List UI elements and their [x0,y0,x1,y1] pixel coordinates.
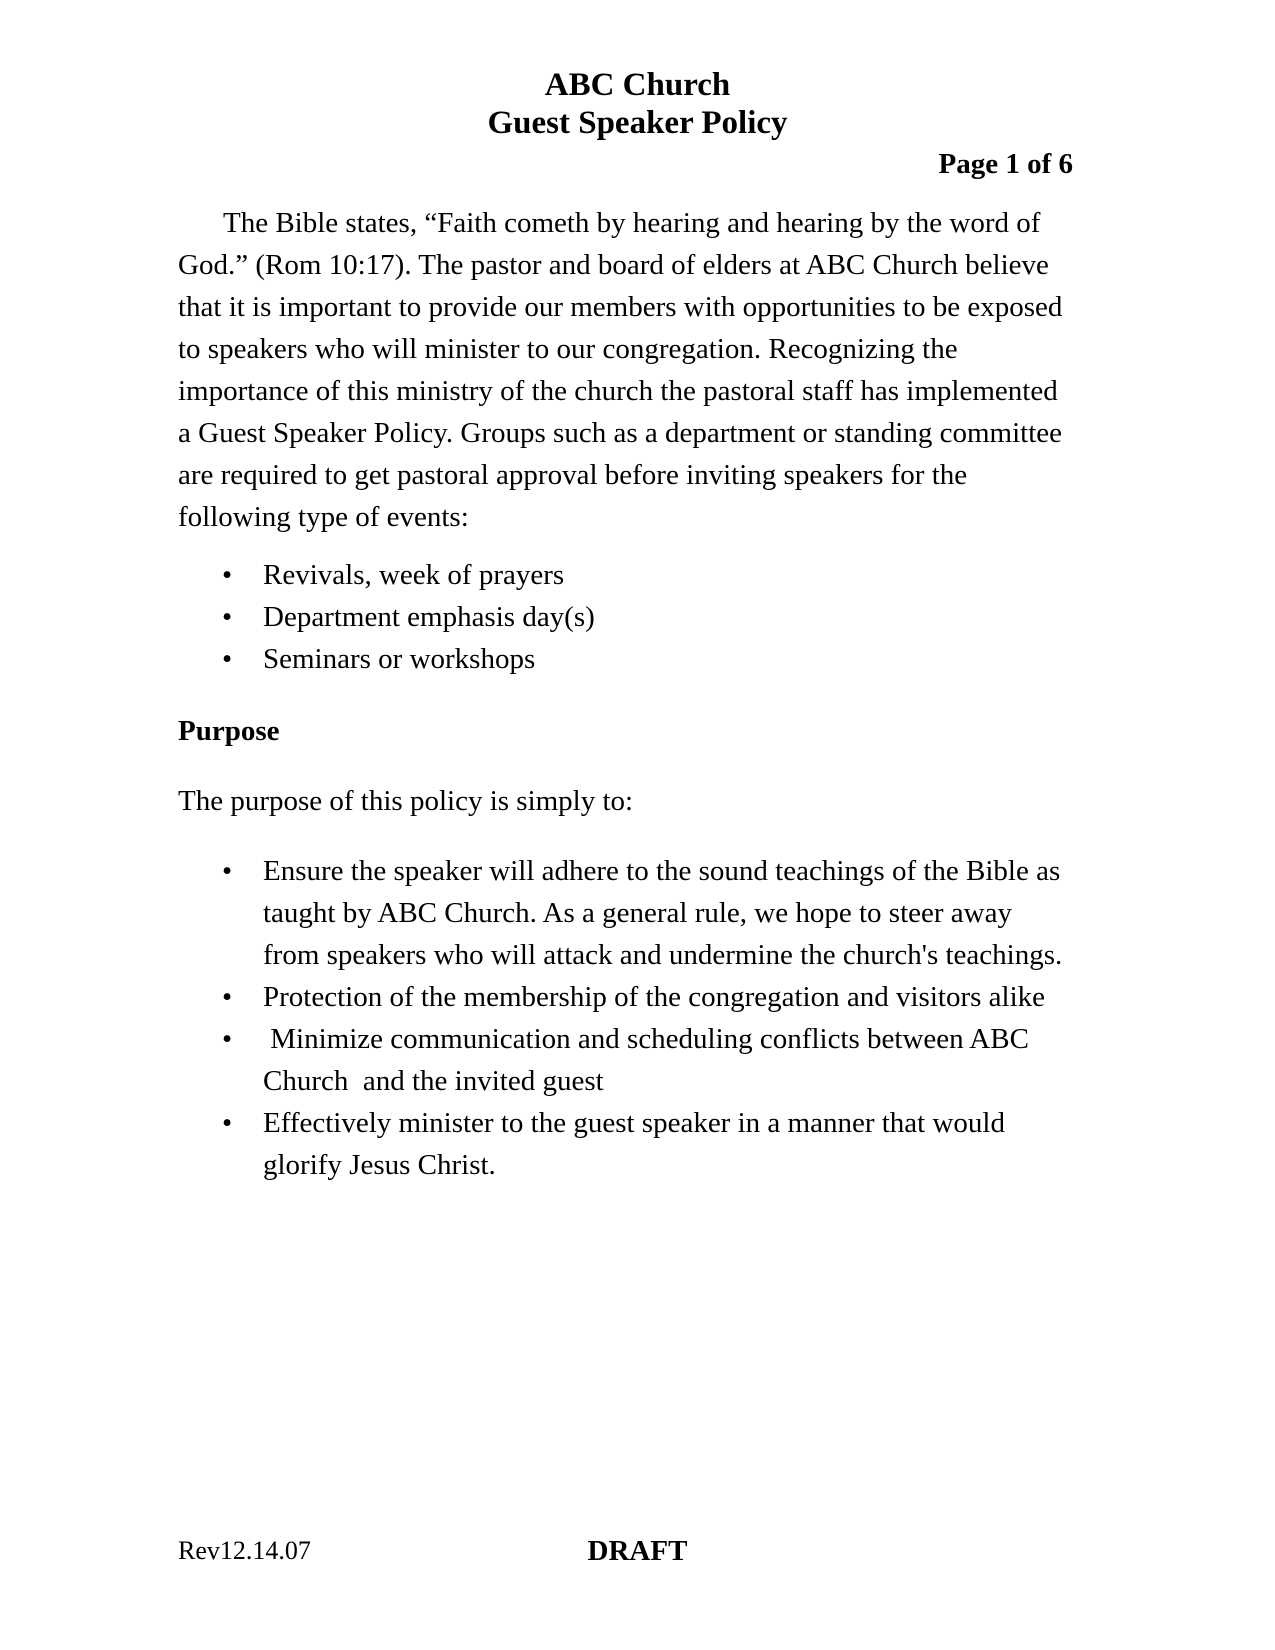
bullet-icon: • [222,559,233,591]
bullet-icon: • [222,1023,233,1055]
document-footer [0,1530,1275,1572]
intro-paragraph: The Bible states, “Faith cometh by hearing and hearing by the word of God.” (Rom 10:17). The pastor and board of elders at ABC Church believe that it is important to provide our members with opportunities to be exposed to speakers who will minister to our congregation. Recognizing the importance of this ministry of the church the pastoral staff has implemented a Guest Speaker Policy. Groups such as a department or standing committee are required to get pastoral approval before inviting speakers for the following type of events: [178,207,1063,533]
document-title-line2: Guest Speaker Policy [487,105,788,141]
purpose-heading: Purpose [178,715,280,747]
list-item-text: Protection of the membership of the congregation and visitors alike [263,981,1045,1013]
list-item [178,1102,1073,1186]
revision-label: Rev12.14.07 [178,1536,311,1565]
event-types-list [178,554,1073,680]
list-item [178,638,1073,680]
list-item-text: Revivals, week of prayers [263,559,565,591]
list-item-text: Minimize communication and scheduling conflicts between ABC Church and the invited guest [263,1023,1037,1097]
list-item-text: Department emphasis day(s) [263,601,595,633]
purpose-list [178,850,1073,1186]
bullet-icon: • [222,601,233,633]
document-header [0,0,1275,184]
title-block [0,66,1275,142]
draft-watermark-label: DRAFT [587,1535,688,1567]
list-item [178,596,1073,638]
list-item [178,1018,1073,1102]
bullet-icon: • [222,981,233,1013]
purpose-intro: The purpose of this policy is simply to: [178,785,634,817]
page-number: Page 1 of 6 [938,148,1073,180]
bullet-icon: • [222,1107,233,1139]
list-item-text: Seminars or workshops [263,643,536,675]
bullet-icon: • [222,643,233,675]
document-body [0,202,1073,1186]
list-item [178,850,1073,976]
list-item-text: Effectively minister to the guest speaker in a manner that would glorify Jesus Christ. [263,1107,1013,1181]
list-item-text: Ensure the speaker will adhere to the sound teachings of the Bible as taught by ABC Church. As a general rule, we hope to steer away from speakers who will attack and undermine the church's teachings. [263,855,1068,971]
bullet-icon: • [222,855,233,887]
list-item [178,554,1073,596]
list-item [178,976,1073,1018]
document-title-line1: ABC Church [544,67,731,103]
